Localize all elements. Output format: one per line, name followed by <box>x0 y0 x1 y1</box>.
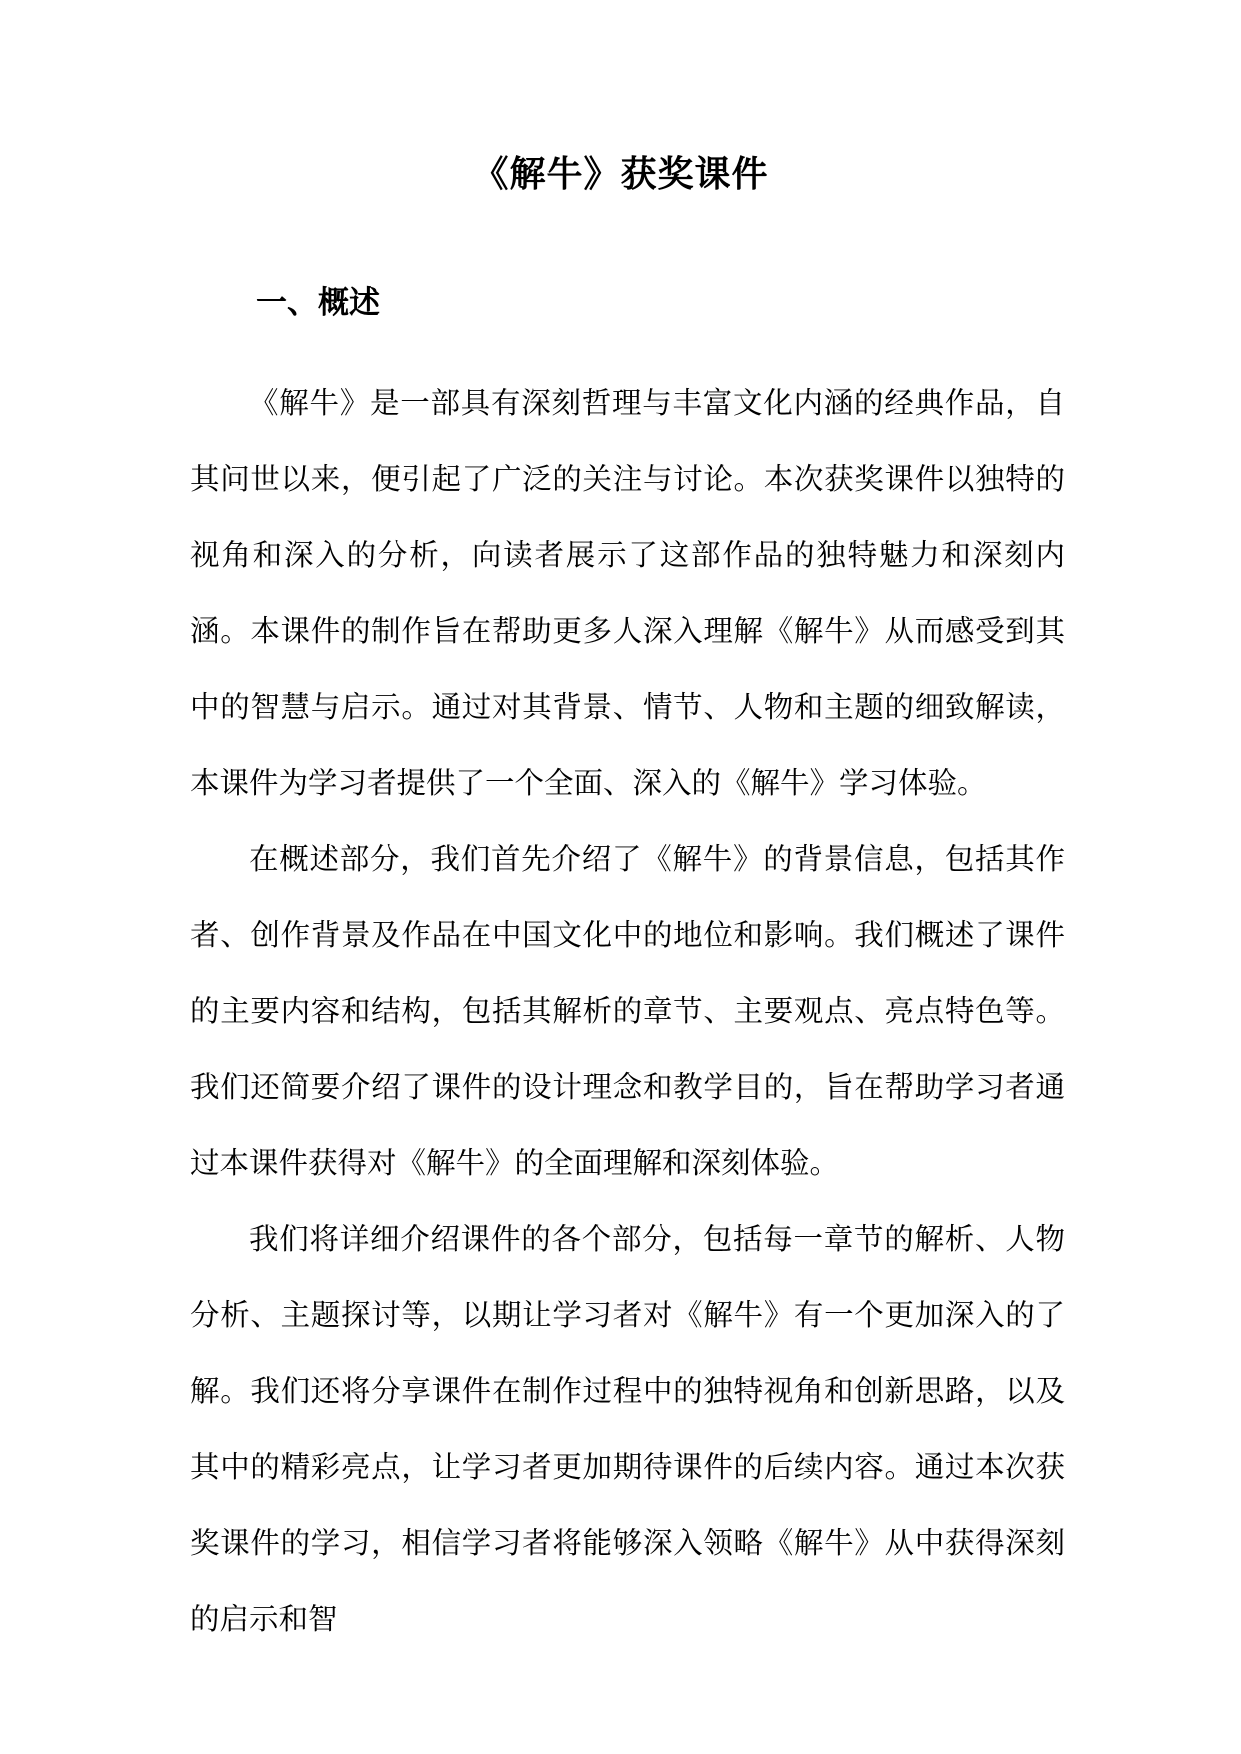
paragraph: 《解牛》是一部具有深刻哲理与丰富文化内涵的经典作品，自其问世以来，便引起了广泛的关注与讨论。本次获奖课件以独特的视角和深入的分析，向读者展示了这部作品的独特魅力和深刻内涵。本课件的制作旨在帮助更多人深入理解《解牛》从而感受到其中的智慧与启示。通过对其背景、情节、人物和主题的细致解读，本课件为学习者提供了一个全面、深入的《解牛》学习体验。 <box>190 386 1065 800</box>
body-text <box>190 365 1065 1657</box>
paragraph: 在概述部分，我们首先介绍了《解牛》的背景信息，包括其作者、创作背景及作品在中国文化中的地位和影响。我们概述了课件的主要内容和结构，包括其解析的章节、主要观点、亮点特色等。我们还简要介绍了课件的设计理念和教学目的，旨在帮助学习者通过本课件获得对《解牛》的全面理解和深刻体验。 <box>190 842 1065 1180</box>
document-title: 《解牛》获奖课件 <box>472 154 769 195</box>
section-heading-overview: 一、概述 <box>256 285 380 321</box>
paragraph: 我们将详细介绍课件的各个部分，包括每一章节的解析、人物分析、主题探讨等，以期让学习者对《解牛》有一个更加深入的了解。我们还将分享课件在制作过程中的独特视角和创新思路，以及其中的精彩亮点，让学习者更加期待课件的后续内容。通过本次获奖课件的学习，相信学习者将能够深入领略《解牛》从中获得深刻的启示和智 <box>190 1222 1065 1636</box>
